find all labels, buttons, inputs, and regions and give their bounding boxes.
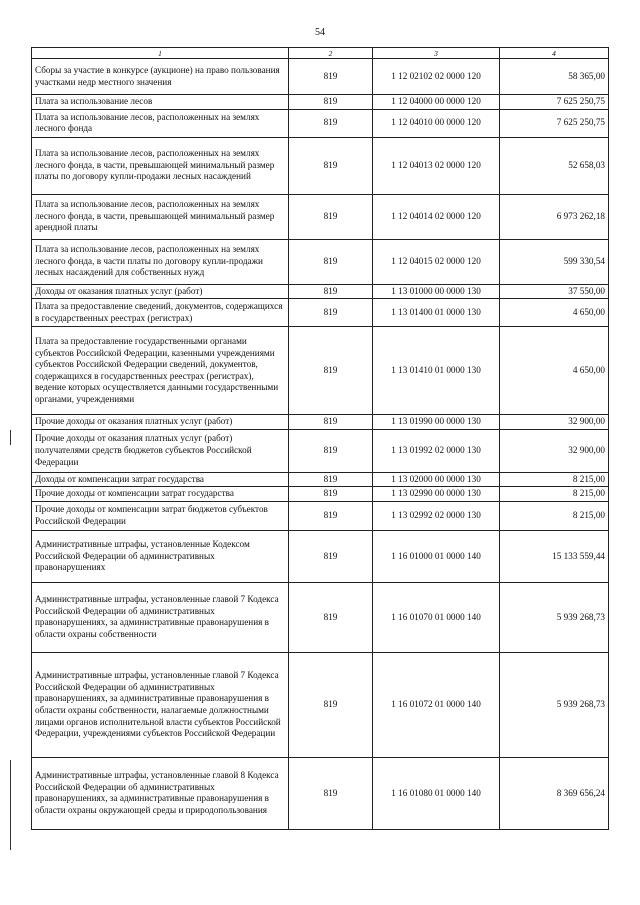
budget-classification-code: 1 13 01000 00 0000 130 <box>373 284 500 299</box>
scan-edge-line <box>10 760 11 850</box>
income-name: Административные штрафы, установленные главой 8 Кодекса Российской Федерации об административных правонарушениях, за административные правонарушения в области охраны окружающей среды и природопользования <box>32 757 289 829</box>
amount: 599 330,54 <box>500 239 609 284</box>
amount: 52 658,03 <box>500 137 609 194</box>
income-name: Плата за использование лесов <box>32 95 289 110</box>
budget-classification-code: 1 16 01072 01 0000 140 <box>373 652 500 757</box>
amount: 5 939 268,73 <box>500 652 609 757</box>
admin-code: 819 <box>289 487 373 502</box>
column-header: 4 <box>500 48 609 59</box>
budget-classification-code: 1 13 02992 02 0000 130 <box>373 501 500 530</box>
income-name: Прочие доходы от оказания платных услуг (работ) <box>32 415 289 430</box>
income-name: Административные штрафы, установленные главой 7 Кодекса Российской Федерации об административных правонарушениях, за административные правонарушения в области охраны собственности, налагаемые должностными лицами органов исполнительной власти субъектов Российской Федерации, учреждениями субъектов Российской Федерации <box>32 652 289 757</box>
table-row <box>32 59 609 95</box>
income-name: Доходы от оказания платных услуг (работ) <box>32 284 289 299</box>
income-name: Плата за использование лесов, расположенных на землях лесного фонда <box>32 109 289 137</box>
admin-code: 819 <box>289 327 373 415</box>
income-name: Плата за предоставление государственными органами субъектов Российской Федерации, казенными учреждениями субъектов Российской Федерации сведений, документов, содержащихся в государственных реестрах (регистрах), ведение которых осуществляется данными государственными органами, учреждениями <box>32 327 289 415</box>
budget-classification-code: 1 13 01400 01 0000 130 <box>373 299 500 327</box>
admin-code: 819 <box>289 299 373 327</box>
admin-code: 819 <box>289 239 373 284</box>
income-name: Плата за использование лесов, расположенных на землях лесного фонда, в части, превышающей минимальный размер платы по договору купли-продажи лесных насаждений <box>32 137 289 194</box>
admin-code: 819 <box>289 530 373 582</box>
amount: 6 973 262,18 <box>500 194 609 239</box>
table-row <box>32 194 609 239</box>
budget-classification-code: 1 13 02990 00 0000 130 <box>373 487 500 502</box>
admin-code: 819 <box>289 415 373 430</box>
budget-classification-code: 1 13 01992 02 0000 130 <box>373 429 500 472</box>
admin-code: 819 <box>289 59 373 95</box>
budget-classification-code: 1 16 01070 01 0000 140 <box>373 582 500 652</box>
amount: 4 650,00 <box>500 299 609 327</box>
amount: 37 550,00 <box>500 284 609 299</box>
budget-classification-code: 1 12 04000 00 0000 120 <box>373 95 500 110</box>
income-name: Прочие доходы от компенсации затрат государства <box>32 487 289 502</box>
column-header: 1 <box>32 48 289 59</box>
table-row <box>32 299 609 327</box>
admin-code: 819 <box>289 472 373 487</box>
admin-code: 819 <box>289 429 373 472</box>
admin-code: 819 <box>289 284 373 299</box>
budget-classification-code: 1 12 04014 02 0000 120 <box>373 194 500 239</box>
amount: 8 215,00 <box>500 487 609 502</box>
admin-code: 819 <box>289 501 373 530</box>
table-row <box>32 137 609 194</box>
admin-code: 819 <box>289 109 373 137</box>
income-name: Сборы за участие в конкурсе (аукционе) на право пользования участками недр местного значения <box>32 59 289 95</box>
income-name: Административные штрафы, установленные Кодексом Российской Федерации об административных правонарушениях <box>32 530 289 582</box>
column-header: 3 <box>373 48 500 59</box>
budget-classification-code: 1 13 01990 00 0000 130 <box>373 415 500 430</box>
budget-classification-code: 1 12 02102 02 0000 120 <box>373 59 500 95</box>
admin-code: 819 <box>289 757 373 829</box>
column-header: 2 <box>289 48 373 59</box>
amount: 7 625 250,75 <box>500 95 609 110</box>
amount: 8 369 656,24 <box>500 757 609 829</box>
table-row <box>32 415 609 430</box>
budget-classification-code: 1 12 04010 00 0000 120 <box>373 109 500 137</box>
amount: 32 900,00 <box>500 415 609 430</box>
amount: 15 133 559,44 <box>500 530 609 582</box>
table-row <box>32 501 609 530</box>
table-row <box>32 95 609 110</box>
table-row <box>32 472 609 487</box>
scan-edge-line <box>10 430 11 445</box>
admin-code: 819 <box>289 194 373 239</box>
amount: 7 625 250,75 <box>500 109 609 137</box>
budget-classification-code: 1 13 02000 00 0000 130 <box>373 472 500 487</box>
table-row <box>32 327 609 415</box>
admin-code: 819 <box>289 582 373 652</box>
table-row <box>32 652 609 757</box>
budget-classification-code: 1 16 01080 01 0000 140 <box>373 757 500 829</box>
admin-code: 819 <box>289 137 373 194</box>
budget-classification-code: 1 16 01000 01 0000 140 <box>373 530 500 582</box>
income-name: Плата за использование лесов, расположенных на землях лесного фонда, в части, превышающей минимальный размер арендной платы <box>32 194 289 239</box>
income-name: Прочие доходы от оказания платных услуг (работ) получателями средств бюджетов субъектов Российской Федерации <box>32 429 289 472</box>
table-row <box>32 757 609 829</box>
table-row <box>32 530 609 582</box>
budget-classification-code: 1 12 04015 02 0000 120 <box>373 239 500 284</box>
table-row <box>32 284 609 299</box>
income-name: Доходы от компенсации затрат государства <box>32 472 289 487</box>
revenue-table <box>31 47 609 830</box>
table-row <box>32 582 609 652</box>
table-row <box>32 487 609 502</box>
budget-classification-code: 1 12 04013 02 0000 120 <box>373 137 500 194</box>
page-number: 54 <box>315 27 325 38</box>
table-row <box>32 429 609 472</box>
amount: 8 215,00 <box>500 501 609 530</box>
income-name: Административные штрафы, установленные главой 7 Кодекса Российской Федерации об административных правонарушениях, за административные правонарушения в области охраны собственности <box>32 582 289 652</box>
amount: 32 900,00 <box>500 429 609 472</box>
budget-classification-code: 1 13 01410 01 0000 130 <box>373 327 500 415</box>
amount: 5 939 268,73 <box>500 582 609 652</box>
admin-code: 819 <box>289 95 373 110</box>
income-name: Плата за использование лесов, расположенных на землях лесного фонда, в части платы по договору купли-продажи лесных насаждений для собственных нужд <box>32 239 289 284</box>
amount: 8 215,00 <box>500 472 609 487</box>
table-row <box>32 109 609 137</box>
column-number-row <box>32 48 609 59</box>
table-row <box>32 239 609 284</box>
admin-code: 819 <box>289 652 373 757</box>
income-name: Плата за предоставление сведений, документов, содержащихся в государственных реестрах (регистрах) <box>32 299 289 327</box>
amount: 4 650,00 <box>500 327 609 415</box>
amount: 58 365,00 <box>500 59 609 95</box>
income-name: Прочие доходы от компенсации затрат бюджетов субъектов Российской Федерации <box>32 501 289 530</box>
